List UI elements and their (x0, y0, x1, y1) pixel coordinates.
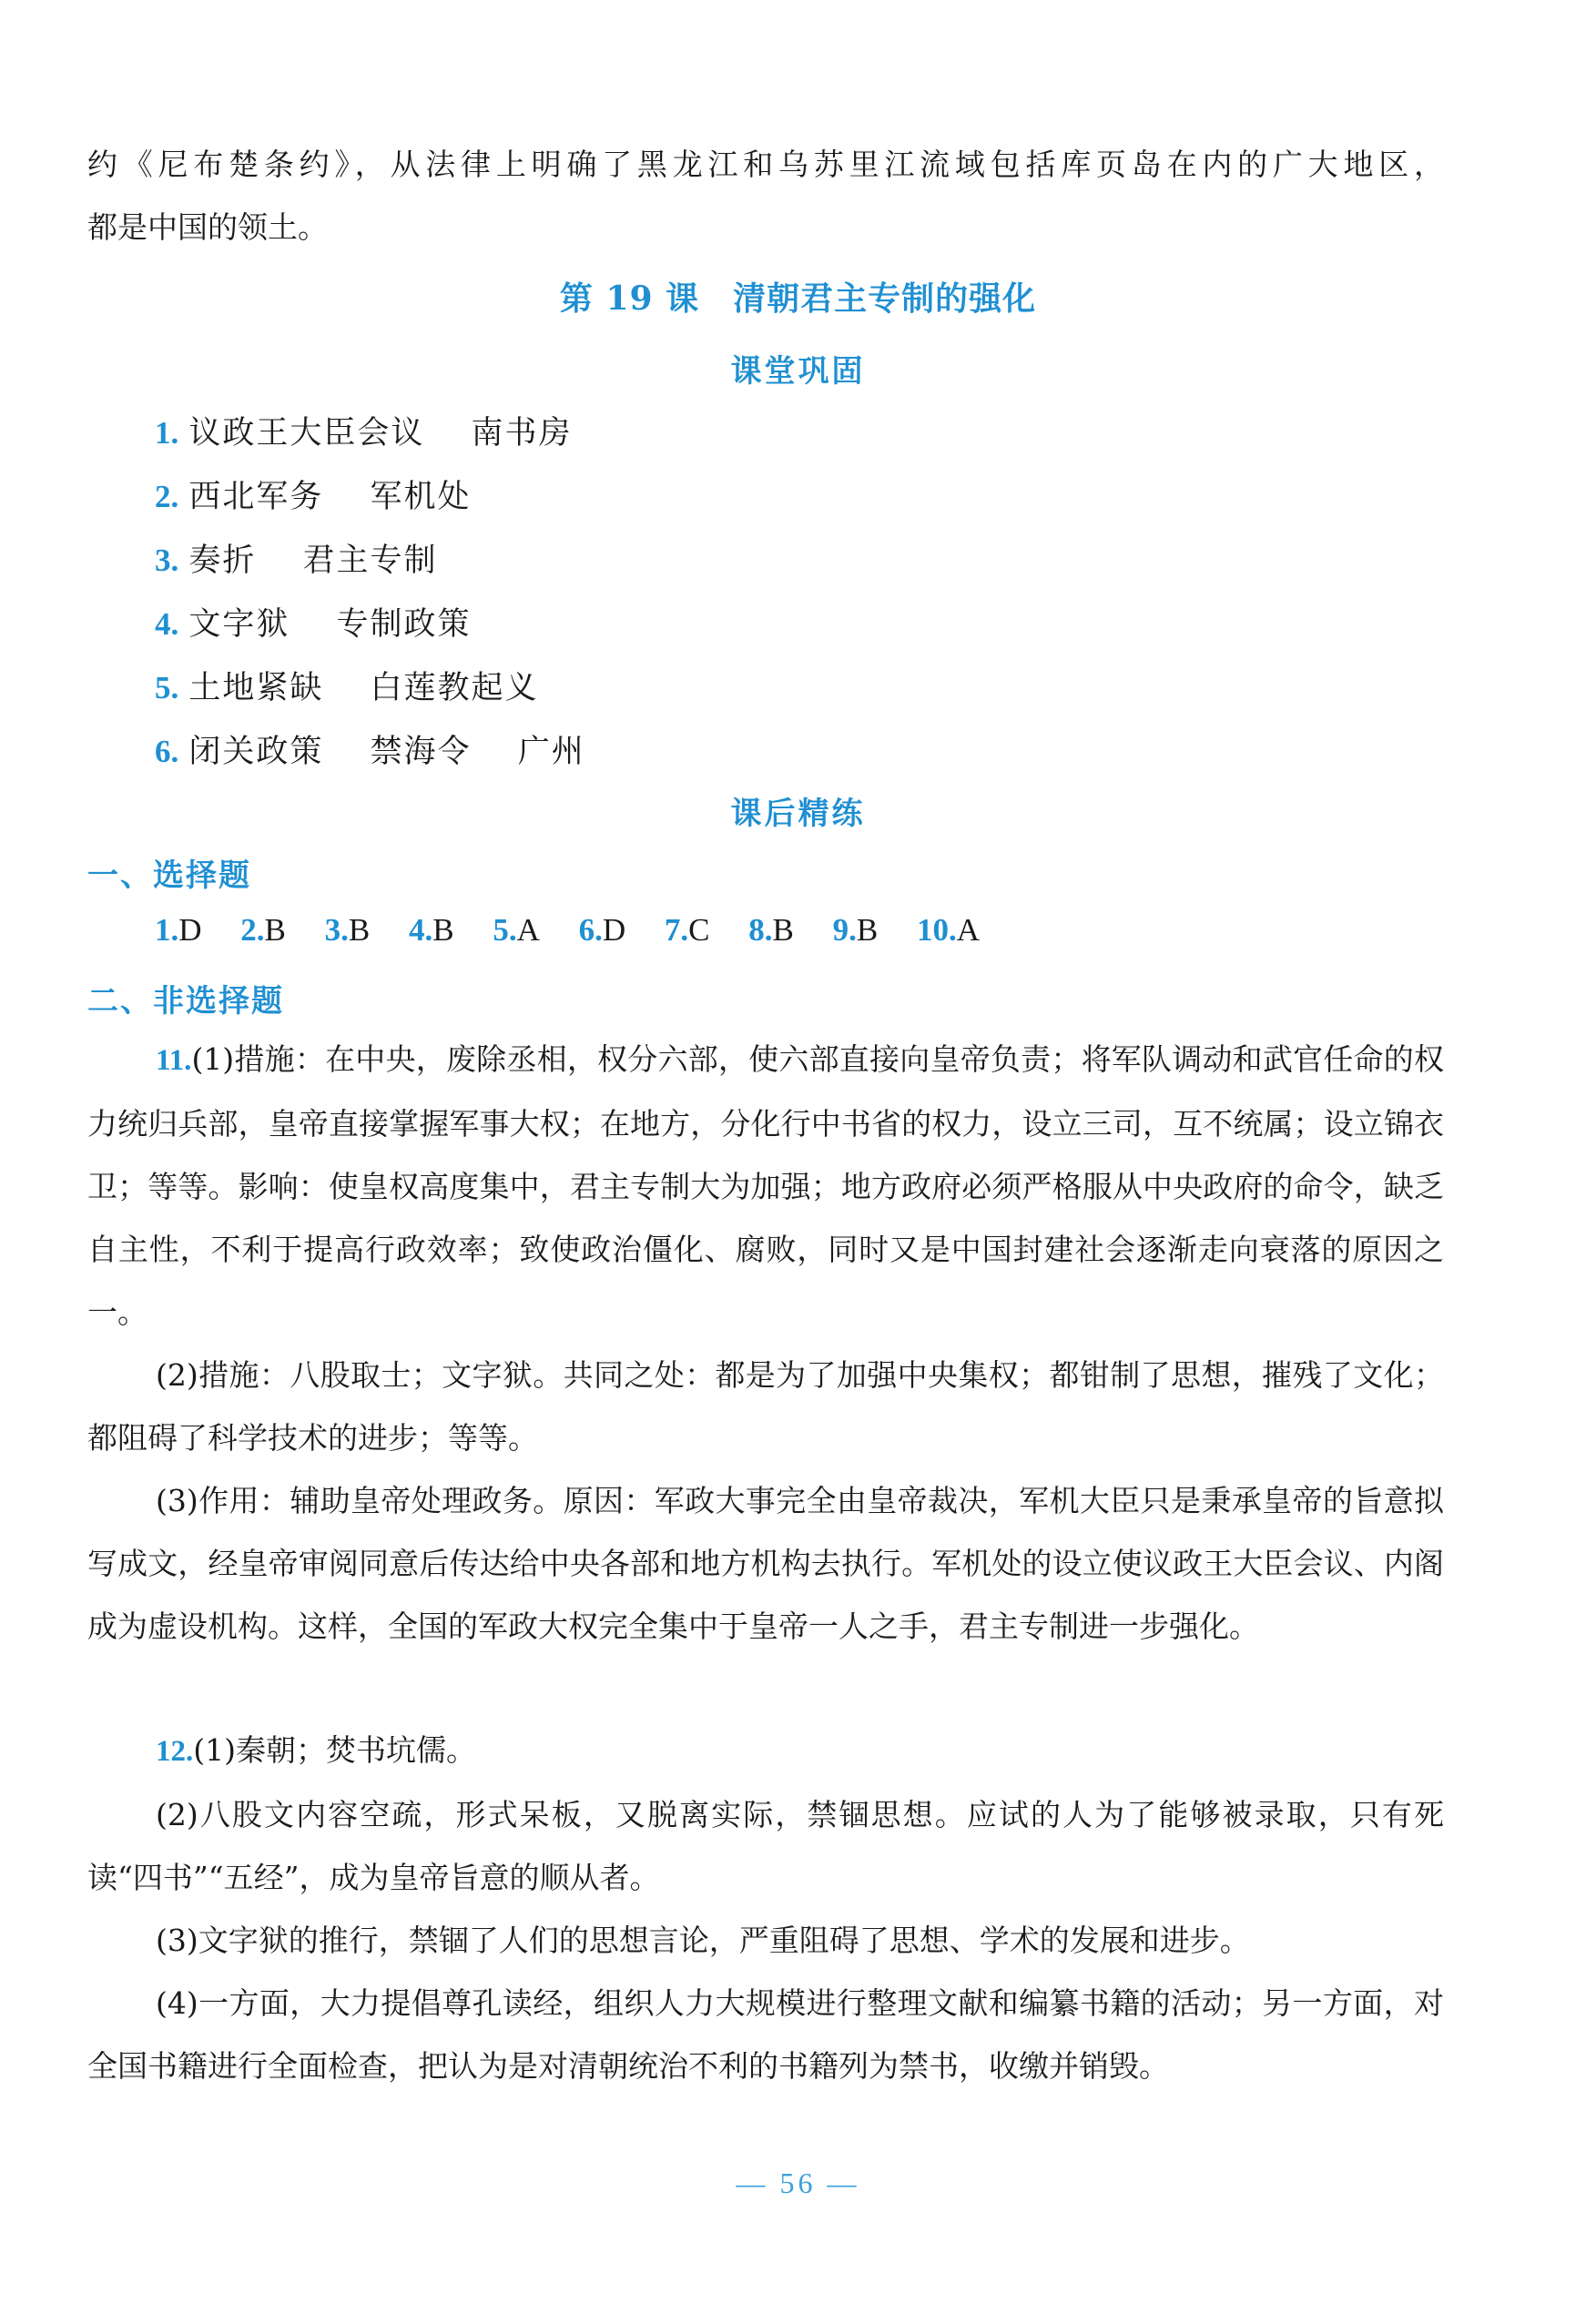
choice-item (240, 912, 286, 948)
list-item (155, 465, 974, 529)
q11-part-1 (87, 1028, 1444, 1344)
question-number: 11. (156, 1044, 192, 1077)
choice-number: 9. (832, 912, 857, 948)
q12-part-2: (2)八股文内容空疏，形式呆板，又脱离实际，禁锢思想。应试的人为了能够被录取，只有死读“四书”“五经”，成为皇帝旨意的顺从者。 (87, 1797, 1444, 1895)
choice-answer: D (602, 912, 626, 948)
choice-number: 3. (324, 912, 349, 948)
choice-heading: 一、选择题 (87, 858, 251, 894)
choice-answer: A (516, 912, 540, 948)
choice-number: 5. (493, 912, 517, 948)
q11-part-2: (2)措施：八股取士；文字狱。共同之处：都是为了加强中央集权；都钳制了思想，摧残了文化；都阻碍了科学技术的进步；等等。 (87, 1357, 1444, 1456)
list-item (155, 720, 974, 784)
answer: 南书房 (471, 415, 573, 452)
choice-answer: B (772, 912, 794, 948)
q11-part-3: (3)作用：辅助皇帝处理政务。原因：军政大事完全由皇帝裁决，军机大臣只是秉承皇帝的旨意拟写成文，经皇帝审阅同意后传达给中央各部和地方机构去执行。军机处的设立使议政王大臣会议、内阁成为虚设机构。这样，全国的军政大权完全集中于皇帝一人之手，君主专制进一步强化。 (87, 1483, 1444, 1644)
choice-number: 1. (155, 912, 179, 948)
choice-number: 2. (240, 912, 265, 948)
choice-item (493, 912, 540, 948)
item-number: 1. (155, 415, 179, 451)
choice-item (579, 912, 626, 948)
choice-answer: C (688, 912, 710, 948)
choice-answers (155, 912, 1011, 949)
nonchoice-heading: 二、非选择题 (87, 983, 284, 1020)
answer: 土地紧缺 (188, 670, 324, 706)
q12-part-4: (4)一方面，大力提倡尊孔读经，组织人力大规模进行整理文献和编纂书籍的活动；另一方面，对全国书籍进行全面检查，把认为是对清朝统治不利的书籍列为禁书，收缴并销毁。 (87, 1985, 1444, 2084)
choice-number: 10. (917, 912, 957, 948)
answer: 文字狱 (188, 606, 290, 643)
answer: 白莲教起义 (370, 670, 539, 706)
intro-paragraph (87, 133, 1444, 259)
answer: 西北军务 (188, 479, 324, 515)
list-item (155, 401, 974, 465)
item-number: 3. (155, 543, 179, 578)
answer: 专制政策 (336, 606, 472, 643)
question-number: 12. (156, 1735, 194, 1768)
answer: 闭关政策 (188, 734, 324, 770)
choice-item (833, 912, 879, 948)
answer: 禁海令 (370, 734, 472, 770)
choice-number: 7. (664, 912, 689, 948)
choice-item (665, 912, 710, 948)
choice-answer: B (348, 912, 371, 948)
section-title-practice: 课后精练 (730, 796, 866, 832)
page-number: — 56 — (736, 2167, 860, 2199)
lesson-title: 第 19 课 清朝君主专制的强化 (559, 279, 1037, 318)
choice-item (917, 912, 980, 948)
answer: 广州 (517, 734, 585, 770)
list-item (155, 529, 974, 593)
question-12 (87, 1719, 1444, 2097)
item-number: 2. (155, 479, 179, 514)
consolidation-list (155, 401, 974, 784)
section-title-consolidation: 课堂巩固 (730, 353, 866, 390)
choice-number: 8. (748, 912, 773, 948)
choice-answer: A (956, 912, 981, 948)
q12-part-1 (87, 1719, 1444, 1783)
answer: 君主专制 (302, 543, 438, 579)
choice-number: 4. (409, 912, 433, 948)
choice-item (155, 912, 202, 948)
q12-part-3: (3)文字狱的推行，禁锢了人们的思想言论，严重阻碍了思想、学术的发展和进步。 (156, 1923, 1250, 1958)
question-11 (87, 1028, 1444, 1658)
item-number: 5. (155, 670, 179, 705)
choice-answer: B (432, 912, 454, 948)
item-number: 6. (155, 734, 179, 769)
answer: 奏折 (188, 543, 257, 579)
choice-item (325, 912, 371, 948)
q11-part-1-text: (1)措施：在中央，废除丞相，权分六部，使六部直接向皇帝负责；将军队调动和武官任命的权力统归兵部，皇帝直接掌握军事大权；在地方，分化行中书省的权力，设立三司，互不统属；设立锦衣卫；等等。影响：使皇权高度集中，君主专制大为加强；地方政府必须严格服从中央政府的命令，缺乏自主性，不利于提高行政效率；致使政治僵化、腐败，同时又是中国封建社会逐渐走向衰落的原因之一。 (87, 1041, 1444, 1330)
intro-line-2: 都是中国的领土。 (87, 209, 328, 245)
q12-part-1-text: (1)秦朝；焚书坑儒。 (193, 1732, 476, 1768)
choice-item (409, 912, 454, 948)
answer: 议政王大臣会议 (188, 415, 425, 452)
choice-answer: B (264, 912, 286, 948)
answer: 军机处 (370, 479, 472, 515)
choice-answer: B (856, 912, 879, 948)
intro-line-1: 约《尼布楚条约》，从法律上明确了黑龙江和乌苏里江流域包括库页岛在内的广大地区， (87, 147, 1444, 182)
choice-item (748, 912, 794, 948)
item-number: 4. (155, 606, 179, 642)
choice-answer: D (178, 912, 202, 948)
list-item (155, 593, 974, 656)
list-item (155, 656, 974, 720)
choice-number: 6. (578, 912, 603, 948)
